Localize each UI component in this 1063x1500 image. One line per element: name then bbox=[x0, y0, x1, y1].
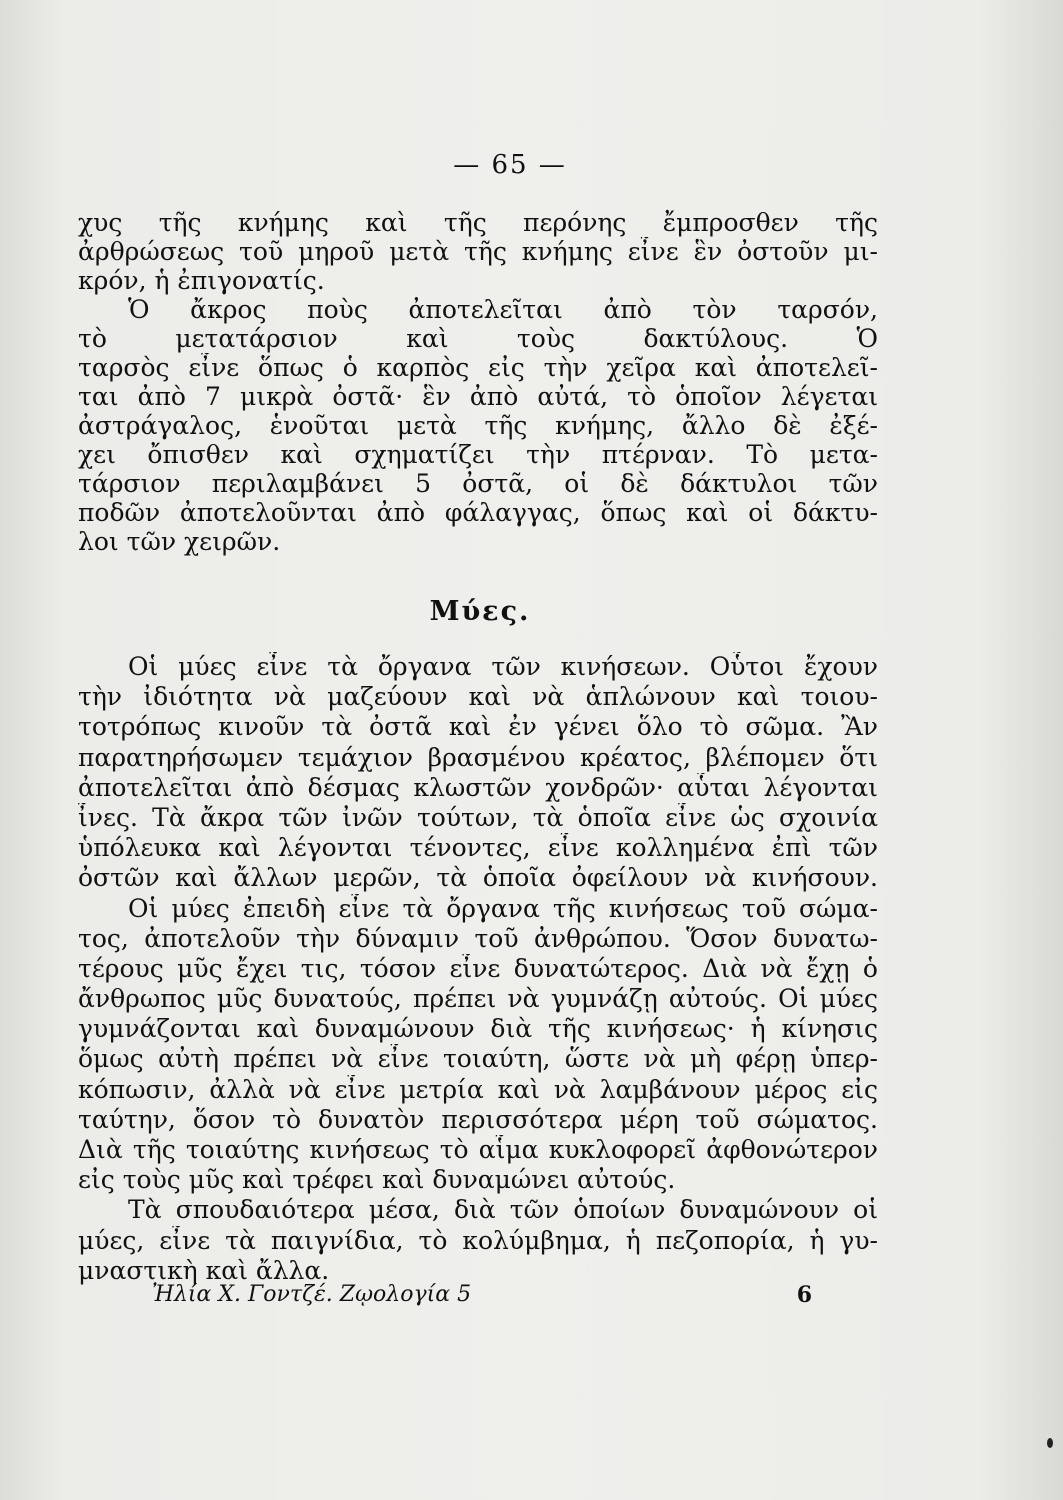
text-line: ὅμως αὐτὴ πρέπει νὰ εἶνε τοιαύτη, ὥστε νὰ μὴ φέρῃ ὑπερ- bbox=[78, 1044, 878, 1074]
section-heading: Μύες. bbox=[429, 596, 531, 627]
text-line: ταύτην, ὅσον τὸ δυνατὸν περισσότερα μέρη τοῦ σώματος. bbox=[78, 1104, 878, 1134]
text-line: τοτρόπως κινοῦν τὰ ὀστᾶ καὶ ἐν γένει ὅλο τὸ σῶμα. Ἂν bbox=[78, 712, 878, 742]
text-line: ἀρθρώσεως τοῦ μηροῦ μετὰ τῆς κνήμης εἶνε ἓν ὀστοῦν μι- bbox=[78, 237, 878, 266]
text-line: λοι τῶν χειρῶν. bbox=[78, 527, 281, 556]
text-line: Διὰ τῆς τοιαύτης κινήσεως τὸ αἷμα κυκλοφορεῖ ἀφθονώτερον bbox=[78, 1135, 878, 1164]
text-line: μύες, εἶνε τὰ παιγνίδια, τὸ κολύμβημα, ἡ πεζοπορία, ἡ γυ- bbox=[78, 1225, 878, 1255]
text-line: Ὁ ἄκρος ποὺς ἀποτελεῖται ἀπὸ τὸν ταρσόν, bbox=[128, 295, 878, 324]
text-line: ποδῶν ἀποτελοῦνται ἀπὸ φάλαγγας, ὅπως καὶ οἱ δάκτυ- bbox=[78, 498, 878, 527]
paragraph-skeleton-foot bbox=[78, 208, 878, 556]
text-line: ἶνες. Τὰ ἄκρα τῶν ἰνῶν τούτων, τὰ ὁποῖα εἶνε ὡς σχοινία bbox=[78, 802, 878, 832]
text-line: γυμνάζονται καὶ δυναμώνουν διὰ τῆς κινήσεως· ἡ κίνησις bbox=[78, 1014, 878, 1044]
text-line: ὑπόλευκα καὶ λέγονται τένοντες, εἶνε κολλημένα ἐπὶ τῶν bbox=[78, 833, 878, 863]
page-footer bbox=[112, 1282, 872, 1307]
text-line: τὸ μετατάρσιον καὶ τοὺς δακτύλους. Ὁ bbox=[78, 324, 878, 353]
text-line: ἄνθρωπος μῦς δυνατούς, πρέπει νὰ γυμνάζῃ αὐτούς. Οἱ μύες bbox=[78, 984, 878, 1014]
text-line: Οἱ μύες εἶνε τὰ ὄργανα τῶν κινήσεων. Οὗτοι ἔχουν bbox=[128, 652, 878, 681]
text-line: Οἱ μύες ἐπειδὴ εἶνε τὰ ὄργανα τῆς κινήσεως τοῦ σώμα- bbox=[128, 893, 878, 923]
text-line: τος, ἀποτελοῦν τὴν δύναμιν τοῦ ἀνθρώπου. Ὅσον δυνατω- bbox=[78, 923, 878, 953]
text-line: ὀστῶν καὶ ἄλλων μερῶν, τὰ ὁποῖα ὀφείλουν νὰ κινήσουν. bbox=[78, 863, 878, 893]
text-line: κρόν, ἡ ἐπιγονατίς. bbox=[78, 266, 325, 295]
text-line: χυς τῆς κνήμης καὶ τῆς περόνης ἔμπροσθεν τῆς bbox=[78, 208, 878, 237]
text-line: τάρσιον περιλαμβάνει 5 ὀστᾶ, οἱ δὲ δάκτυλοι τῶν bbox=[78, 469, 878, 498]
text-line: Τὰ σπουδαιότερα μέσα, διὰ τῶν ὁποίων δυναμώνουν οἱ bbox=[128, 1195, 878, 1225]
text-line: εἰς τοὺς μῦς καὶ τρέφει καὶ δυναμώνει αὐτούς. bbox=[78, 1165, 676, 1195]
sheet-mark: 6 bbox=[796, 1282, 812, 1308]
text-line: μναστικὴ καὶ ἄλλα. bbox=[78, 1255, 330, 1285]
text-line: τὴν ἰδιότητα νὰ μαζεύουν καὶ νὰ ἁπλώνουν καὶ τοιου- bbox=[78, 682, 878, 712]
text-line: παρατηρήσωμεν τεμάχιον βρασμένου κρέατος, βλέπομεν ὅτι bbox=[78, 742, 878, 772]
page-number: — 65 — bbox=[453, 150, 567, 180]
footer-signature: Ἠλία Χ. Γοντζέ. Ζῳολογία 5 bbox=[152, 1282, 472, 1307]
paragraph-muscles bbox=[78, 652, 878, 1286]
text-line: ἀστράγαλος, ἑνοῦται μετὰ τῆς κνήμης, ἄλλο δὲ ἐξέ- bbox=[78, 411, 878, 440]
print-speck bbox=[1047, 1438, 1053, 1448]
text-line: ται ἀπὸ 7 μικρὰ ὀστᾶ· ἓν ἀπὸ αὐτά, τὸ ὁποῖον λέγεται bbox=[78, 382, 878, 411]
text-line: χει ὄπισθεν καὶ σχηματίζει τὴν πτέρναν. Τὸ μετα- bbox=[78, 440, 878, 469]
text-line: κόπωσιν, ἀλλὰ νὰ εἶνε μετρία καὶ νὰ λαμβάνουν μέρος εἰς bbox=[78, 1074, 878, 1104]
text-line: ταρσὸς εἶνε ὅπως ὁ καρπὸς εἰς τὴν χεῖρα καὶ ἀποτελεῖ- bbox=[78, 353, 878, 382]
text-line: τέρους μῦς ἔχει τις, τόσον εἶνε δυνατώτερος. Διὰ νὰ ἔχῃ ὁ bbox=[78, 953, 878, 983]
text-line: ἀποτελεῖται ἀπὸ δέσμας κλωστῶν χονδρῶν· αὗται λέγονται bbox=[78, 772, 878, 802]
